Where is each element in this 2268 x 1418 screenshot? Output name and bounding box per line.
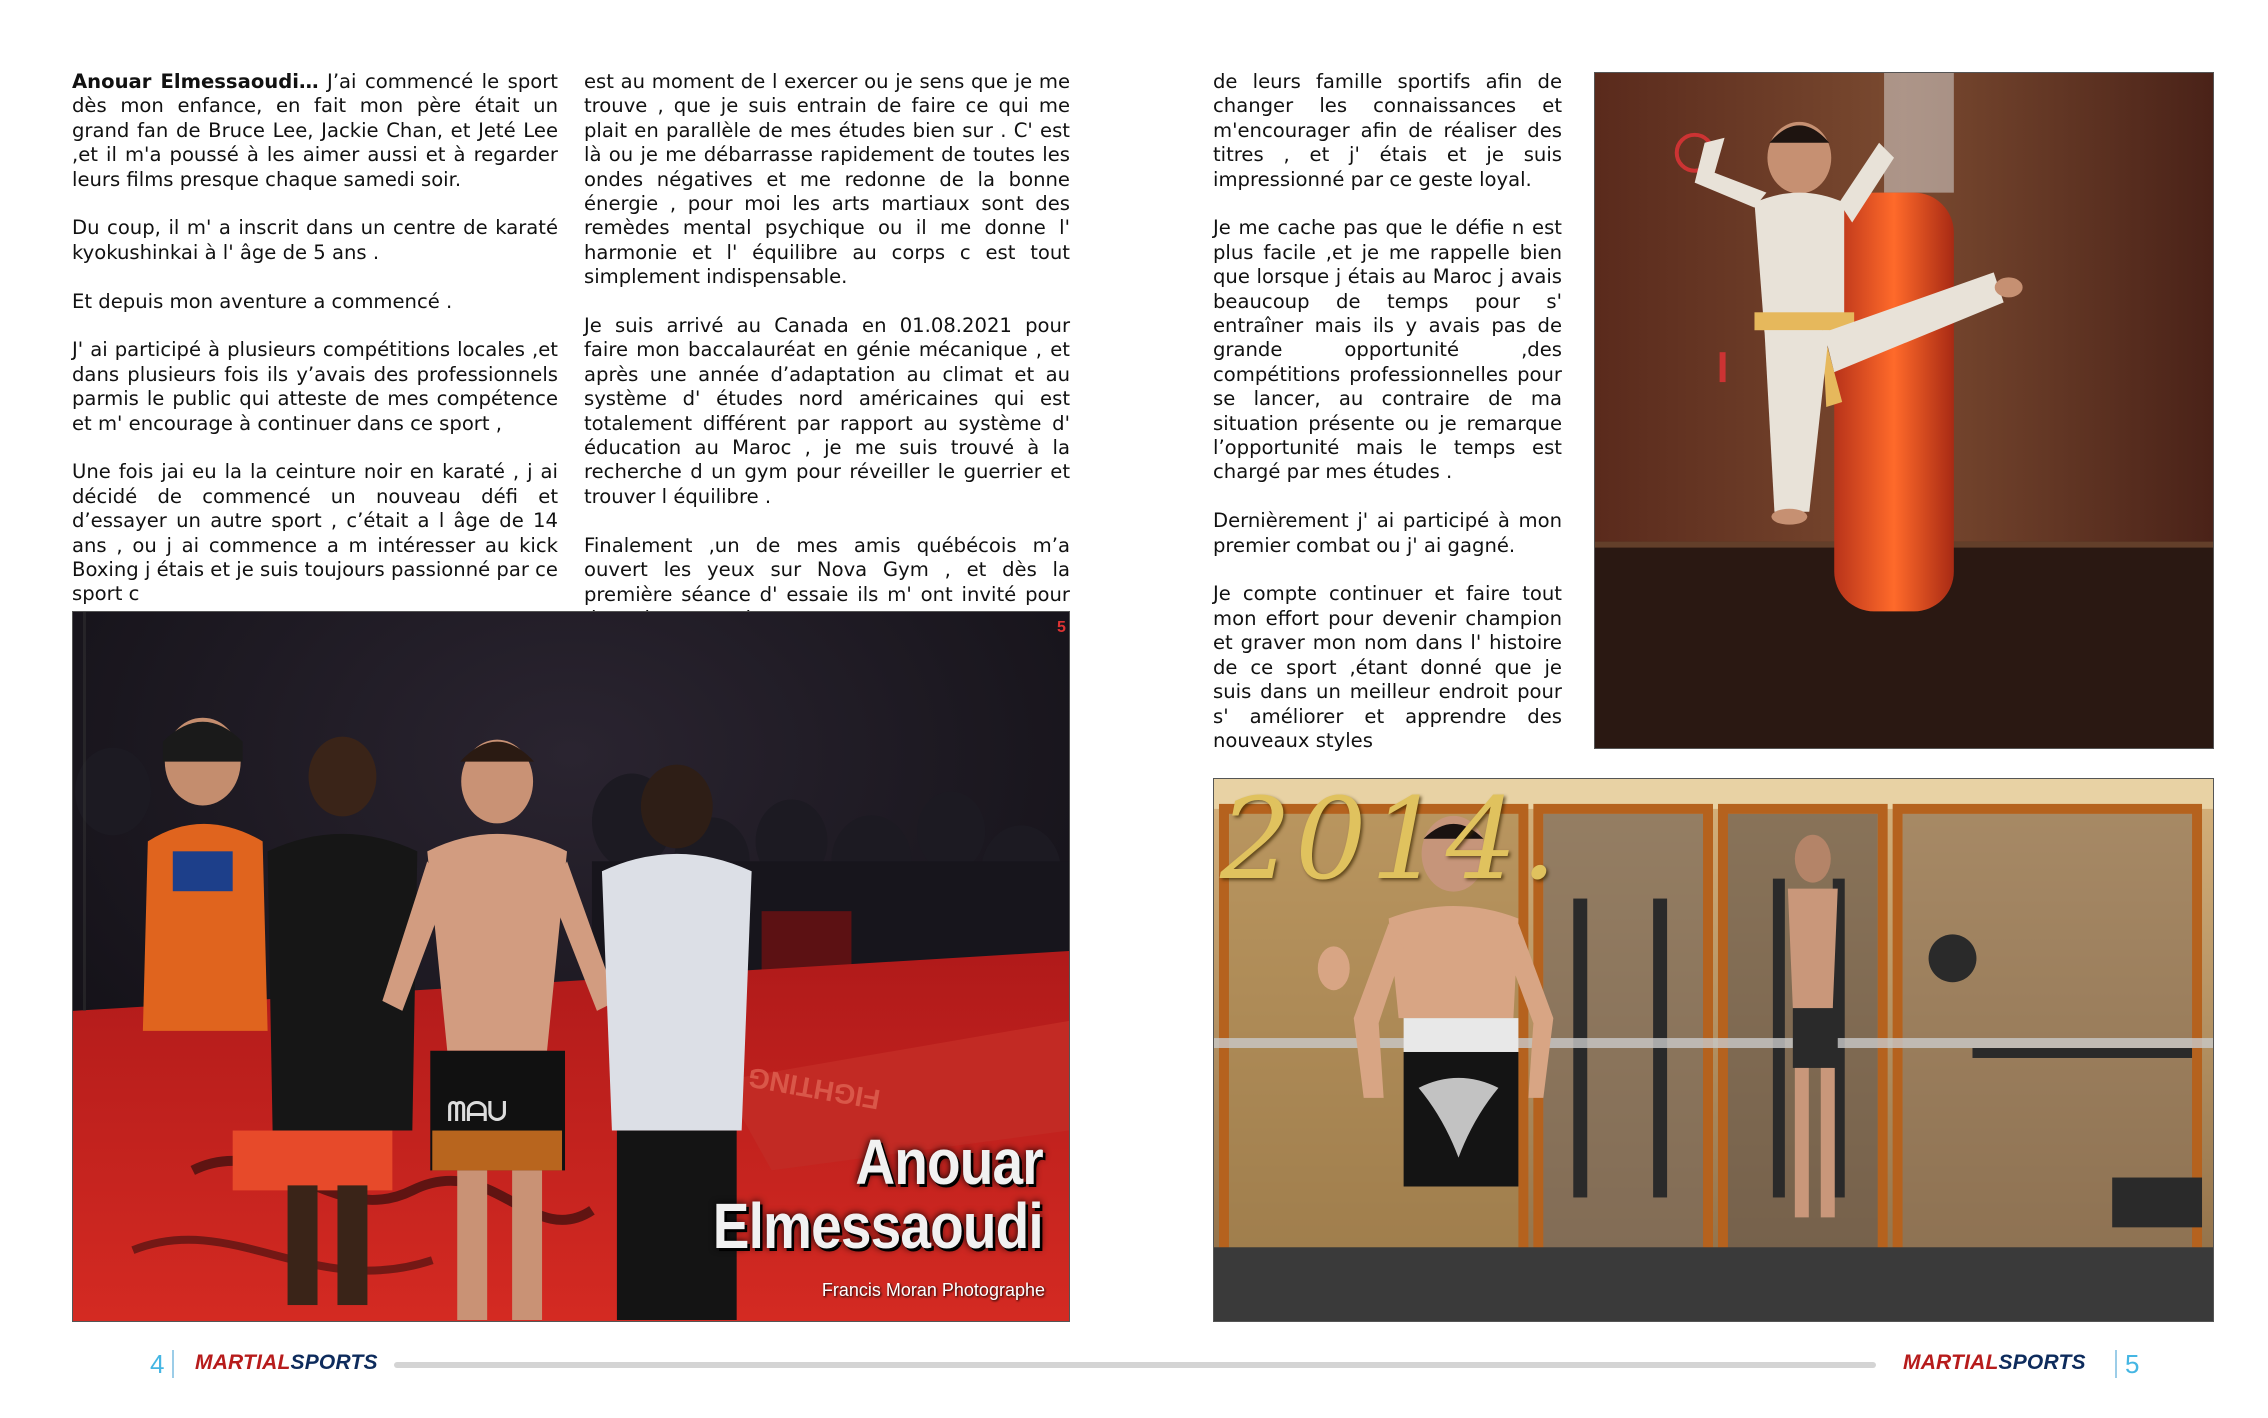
fight-night-photo [72,611,1070,1322]
article-column-2 [584,70,1070,631]
brand-part-sports: SPORTS [1998,1351,2086,1374]
article-column-3 [1213,70,1562,753]
left-page-number: 4 [150,1349,165,1379]
fighter-first-name: Anouar [855,1126,1043,1198]
svg-text:5: 5 [1057,618,1066,636]
childhood-karate-photo [1594,72,2214,749]
brand-part-martial: MARTIAL [1903,1351,1999,1374]
brand-part-sports: SPORTS [290,1351,378,1374]
paragraph: Finalement ,un de mes amis québécois m’a ouvert les yeux sur Nova Gym , et dès la première séance d' essaie ils m' ont invité pour [584,533,1070,606]
year-overlay: 2014. [1220,778,1561,905]
svg-text:ᗰᗩᑌ: ᗰᗩᑌ [447,1098,507,1127]
childhood-karate-photo-art [1595,73,2213,748]
paragraph: de leurs famille sportifs afin de changer les connaissances et m'encourager afin de réaliser des titres , et j' étais et je suis impressionné par ce geste loyal. [1213,70,1562,191]
footer-rule [394,1362,1876,1368]
brand-part-martial: MARTIAL [195,1351,291,1374]
paragraph: Dernièrement j' ai participé à mon premier combat ou j' ai gagné. [1213,509,1562,557]
paragraph-text: J’ai commencé le sport dès mon enfance, en fait mon père était un grand fan de Bruce Lee, Jackie Chan, et Jeté Lee ,et il m'a poussé à les aimer aussi et à regarder leurs films presque chaque samedi soir. [72,70,558,191]
footer-divider-right [2115,1350,2117,1378]
paragraph: est au moment de l exercer ou je sens que je me trouve , que je suis entrain de faire ce qui me plait en parallèle de mes études bien sur . C' est là ou je me débarrasse rapidement de toutes les ondes négatives et me redonne de la bonne énergie , pour moi les arts martiaux sont des remèdes mental psychique ou il me donne l' harmonie et l' équilibre au corps c est tout simplement indispensable. [584,70,1070,289]
brand-logo-right [1903,1351,2086,1375]
brand-logo-left [195,1351,378,1375]
photo-credit: Francis Moran Photographe [821,1280,1045,1300]
fighter-name-caption [712,1126,1043,1262]
paragraph: Je suis arrivé au Canada en 01.08.2021 pour faire mon baccalauréat en génie mécanique , et après une année d’adaptation au climat et au système d' études nord américaines qui est totalement différent par rapport au système d' éducation au Maroc , je me suis trouvé à la recherche d un gym pour réveiller le guerrier et trouver l équilibre . [584,314,1070,508]
fighter-last-name: Elmessaoudi [712,1190,1043,1262]
paragraph: Du coup, il m' a inscrit dans un centre de karaté kyokushinkai à l' âge de 5 ans . [72,216,558,264]
author-lead: Anouar Elmessaoudi… [72,70,319,93]
footer-divider-left [172,1350,174,1378]
article-column-1 [72,70,558,607]
paragraph: Je compte continuer et faire tout mon effort pour devenir champion et graver mon nom dans l' histoire de ce sport ,étant donné que je suis dans un meilleur endroit pour s' améliorer et apprendre des nouveaux styles [1213,582,1562,752]
right-page-number: 5 [2125,1349,2140,1379]
paragraph: Et depuis mon aventure a commencé . [72,289,453,313]
paragraph: Une fois jai eu la la ceinture noir en karaté , j ai décidé de commencé un nouveau défi et d’essayer un autre sport , c’était a l âge de 14 ans , ou j ai commence a m intéresser au kick Boxing j étais et je suis toujours passionné par ce sport c [72,460,558,606]
svg-text:FIGHTING: FIGHTING [745,1061,883,1116]
paragraph: J' ai participé à plusieurs compétitions locales ,et dans plusieurs fois ils y’avais des professionnels parmis le public qui atteste de mes compétence et m' encourage à continuer dans ce sport , [72,338,558,435]
paragraph [72,70,558,192]
gym-2014-photo [1213,778,2214,1322]
paragraph: Je me cache pas que le défie n est plus facile ,et je me rappelle bien que lorsque j étais au Maroc j avais beaucoup de temps pour s' entraîner mais ils y avais pas de grande opportunité ,des compétitions professionnelles pour se lancer, au contraire de ma situation présente ou je remarque l’opportunité mais le temps est chargé par mes études . [1213,216,1562,484]
